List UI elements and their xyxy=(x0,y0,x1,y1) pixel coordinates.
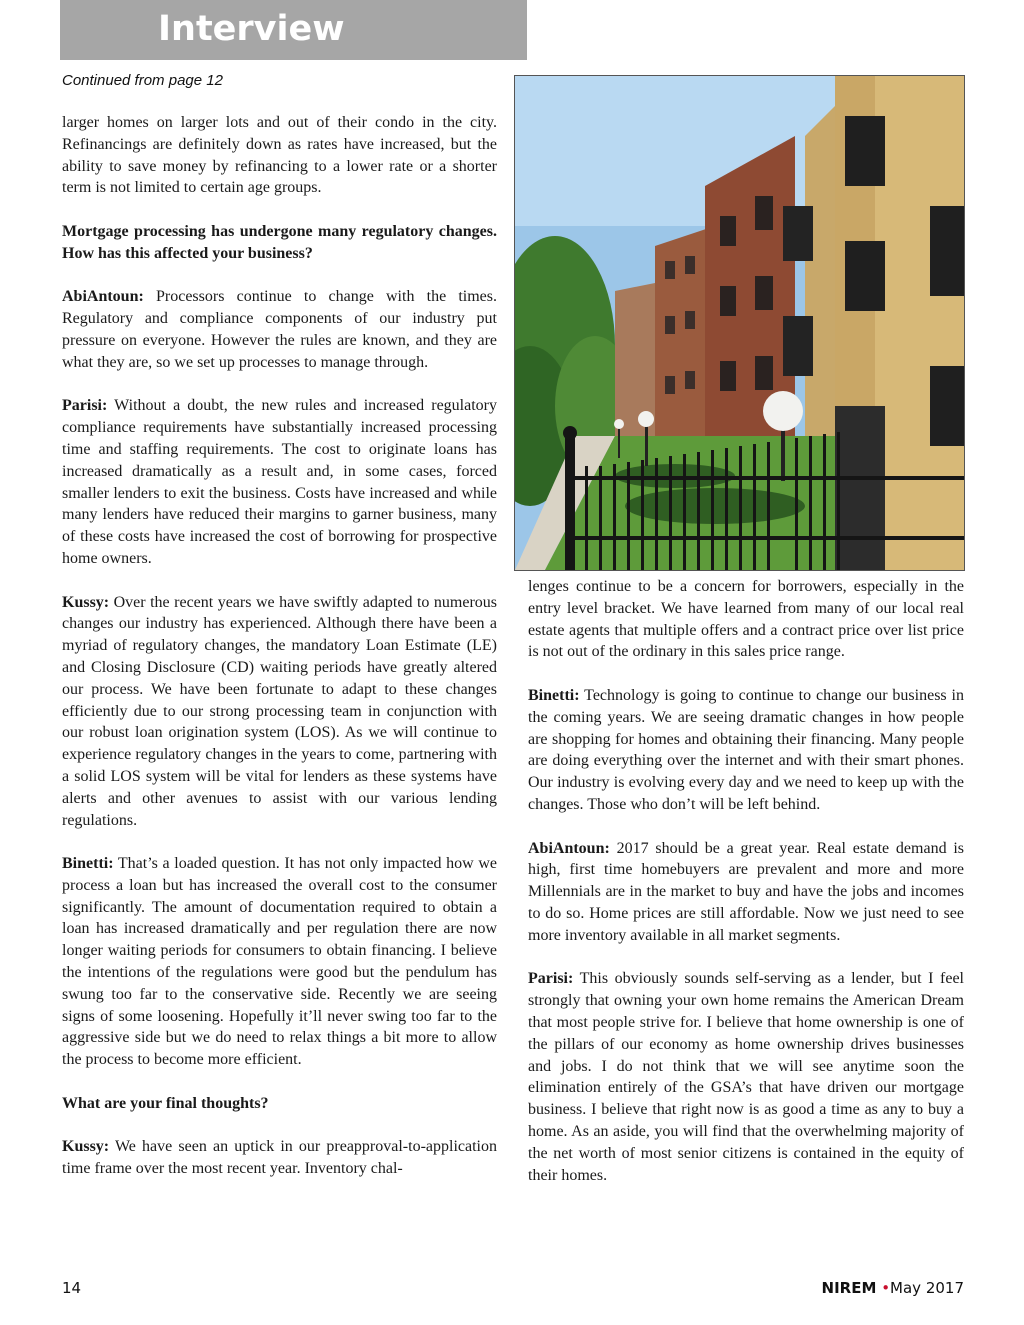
answer-text: Without a doubt, the new rules and increased regulatory compliance requirements have substantially increased processing time and staffing requirements. The cost to originate loans has increased dramatically as a result and, in some cases, forced smaller lenders to exit the business. Costs have increased and while many lenders have reduced their margins to garner business, many of these costs have increased the cost of borrowing for prospective home owners. xyxy=(62,397,497,567)
answer xyxy=(528,968,964,1186)
answer xyxy=(62,286,497,373)
section-title: Interview xyxy=(158,9,345,49)
answer xyxy=(62,395,497,569)
answer xyxy=(528,838,964,947)
bullet-icon: • xyxy=(881,1279,891,1297)
speaker-name: Kussy: xyxy=(62,1138,110,1156)
question-text: Mortgage processing has undergone many regulatory changes. How has this affected your business? xyxy=(62,222,497,262)
answer-text: We have seen an uptick in our preapproval-to-application time frame over the most recent year. Inventory chal- xyxy=(62,1138,497,1178)
answer xyxy=(528,685,964,816)
answer xyxy=(62,1136,497,1180)
page-number: 14 xyxy=(62,1279,82,1297)
answer xyxy=(62,853,497,1071)
question xyxy=(62,221,497,265)
issue-date: May 2017 xyxy=(890,1279,964,1297)
section-banner xyxy=(60,0,527,60)
continued-note: Continued from page 12 xyxy=(62,72,223,89)
speaker-name: Binetti: xyxy=(528,686,580,704)
building-illustration xyxy=(515,76,964,570)
building-photo xyxy=(514,75,965,571)
answer-text: Processors continue to change with the times. Regulatory and compliance components of our industry put pressure on everyone. However the rules are known, and they are what they are, so we set up processes to manage through. xyxy=(62,288,498,371)
speaker-name: AbiAntoun: xyxy=(528,839,610,857)
right-column xyxy=(528,576,964,1186)
answer-text: This obviously sounds self-serving as a lender, but I feel strongly that owning your own home remains the American Dream that most people strive for. I believe that home ownership is one of the pillars of our economy as home ownership drives businesses and jobs. I do not think that we will see anytime soon the elimination entirely of the GSA’s that have driven our mortgage business. I believe that right now is as good a time as any to buy a home. As an aside, you will find that the overwhelming majority of the net worth of most senior citizens is contained in the equity of their homes. xyxy=(528,970,965,1184)
answer-text: Over the recent years we have swiftly adapted to numerous changes our industry has experienced. Although there have been a myriad of regulatory changes, the mandatory Loan Estimate (LE) and Closing Disclosure (CD) waiting periods have greatly altered our process. We have been fortunate to adapt to these changes efficiently due to our strong processing team in conjunction with our robust loan origination system (LOS). As we will continue to experience regulatory changes in the years to come, partnering with a solid LOS system will be vital for lenders as these systems have alerts and other avenues to assist with our various lending regulations. xyxy=(62,593,498,829)
answer-text: Technology is going to continue to change our business in the coming years. We are seeing dramatic changes in how people are shopping for homes and obtaining their financing. Many people are doing everything over the internet and with their smart phones. Our industry is evolving every day and we need to keep up with the changes. Those who don’t will be left behind. xyxy=(528,686,964,813)
paragraph: larger homes on larger lots and out of their condo in the city. Refinancings are definitely down as rates have increased, but the ability to save money by refinancing to a lower rate or a shorter term is not limited to certain age groups. xyxy=(62,114,497,197)
question-text: What are your final thoughts? xyxy=(62,1094,269,1112)
speaker-name: Parisi: xyxy=(62,397,108,415)
magazine-name: NIREM xyxy=(821,1279,877,1297)
answer-text: That’s a loaded question. It has not only impacted how we process a loan but has increased the overall cost to the consumer significantly. The amount of documentation required to obtain a loan has increased dramatically and per regulation there are now longer waiting periods for consumers to obtain financing. I believe the intentions of the regulations were good but the pendulum has swung too far to the conservative side. Recently we are seeing signs of some loosening. Hopefully it’ll never swing too far to the aggressive side but we do need to relax things a bit more to allow the process to become more efficient. xyxy=(62,855,497,1069)
footer-publication xyxy=(822,1279,964,1297)
question xyxy=(62,1093,497,1115)
answer-text: 2017 should be a great year. Real estate demand is high, first time homebuyers are prevalent and more and more Millennials are in the market to buy and have the jobs and incomes to do so. Home prices are still affordable. Now we just need to see more inventory available in all market segments. xyxy=(528,839,965,944)
speaker-name: Binetti: xyxy=(62,855,114,873)
answer xyxy=(62,592,497,832)
speaker-name: AbiAntoun: xyxy=(62,288,144,306)
left-column xyxy=(62,112,497,1180)
speaker-name: Kussy: xyxy=(62,593,110,611)
speaker-name: Parisi: xyxy=(528,970,574,988)
paragraph: lenges continue to be a concern for borrowers, especially in the entry level bracket. We have learned from many of our local real estate agents that multiple offers and a contract price over list price is not out of the ordinary in this sales price range. xyxy=(528,578,964,661)
